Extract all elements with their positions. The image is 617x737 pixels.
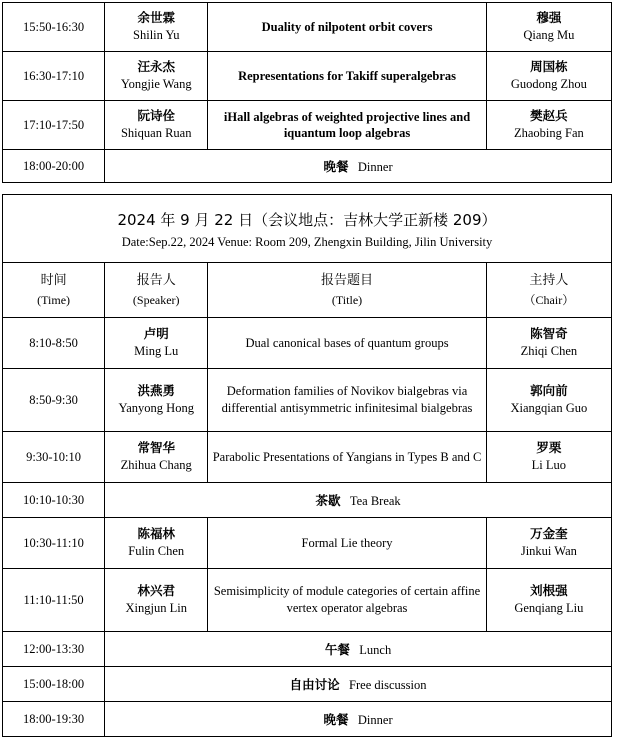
- session-time-text: 15:00-18:00: [23, 676, 85, 691]
- break-label-en: Free discussion: [349, 678, 427, 692]
- session-time: [3, 632, 105, 667]
- talk-title: Semisimplicity of module categories of certain affine vertex operator algebras: [213, 584, 481, 615]
- chair-name-en: Jinkui Wan: [520, 544, 577, 558]
- session-time: [3, 369, 105, 432]
- column-header-chair-cn: 主持人: [529, 273, 569, 289]
- chair-name-cn: 刘根强: [530, 583, 568, 599]
- table-row: [3, 632, 612, 667]
- session-time-text: 11:10-11:50: [23, 592, 84, 607]
- chair-name-en: Genqiang Liu: [514, 601, 584, 615]
- session-time: [3, 518, 105, 569]
- break-cell: [105, 632, 612, 667]
- table-row: [3, 101, 612, 150]
- day2-header-row: [3, 263, 612, 318]
- table-row: [3, 52, 612, 101]
- chair-name-cn: 穆强: [536, 10, 562, 26]
- chair-name-cn: 周国栋: [530, 59, 568, 75]
- table-row: [3, 369, 612, 432]
- session-time: [3, 667, 105, 702]
- speaker-name-en: Yongjie Wang: [120, 77, 192, 91]
- session-time-text: 8:50-9:30: [29, 392, 78, 407]
- break-cell: [105, 483, 612, 518]
- break-label-en: Lunch: [359, 643, 392, 657]
- session-time-text: 10:10-10:30: [23, 492, 85, 507]
- table-row: [3, 318, 612, 369]
- talk-title: Parabolic Presentations of Yangians in Types B and C: [212, 449, 482, 464]
- session-speaker: [105, 569, 208, 632]
- talk-title: Dual canonical bases of quantum groups: [245, 335, 449, 350]
- talk-title: iHall algebras of weighted projective lines and iquantum loop algebras: [223, 109, 471, 140]
- speaker-name-cn: 汪永杰: [137, 59, 175, 75]
- session-speaker: [105, 52, 208, 101]
- session-chair: [486, 318, 611, 369]
- schedule-page: [0, 2, 617, 731]
- break-cell: [105, 702, 612, 737]
- session-time-text: 18:00-20:00: [23, 158, 85, 173]
- chair-name-cn: 樊赵兵: [530, 108, 568, 124]
- session-speaker: [105, 318, 208, 369]
- column-header-time: [3, 263, 105, 318]
- session-speaker: [105, 518, 208, 569]
- session-time-text: 12:00-13:30: [23, 641, 85, 656]
- session-chair: [486, 3, 611, 52]
- column-header-speaker: [105, 263, 208, 318]
- session-speaker: [105, 3, 208, 52]
- session-time-text: 17:10-17:50: [23, 117, 85, 132]
- column-header-chair: [486, 263, 611, 318]
- table-row: [3, 432, 612, 483]
- session-time: [3, 101, 105, 150]
- speaker-name-en: Shilin Yu: [133, 28, 180, 42]
- session-chair: [486, 369, 611, 432]
- session-time-text: 16:30-17:10: [23, 68, 85, 83]
- table-row: [3, 569, 612, 632]
- day2-banner-cell: [3, 195, 612, 263]
- session-time: [3, 569, 105, 632]
- day2-banner-row: [3, 195, 612, 263]
- talk-title: Duality of nilpotent orbit covers: [261, 19, 433, 34]
- meal-cell: [105, 150, 612, 183]
- day1-continued-table: [2, 2, 612, 183]
- speaker-name-en: Fulin Chen: [128, 544, 185, 558]
- table-row: [3, 667, 612, 702]
- talk-title: Deformation families of Novikov bialgebras via differential antisymmetric infinitesimal bialgebras: [221, 384, 473, 415]
- day2-date-venue-en: Date:Sep.22, 2024 Venue: Room 209, Zhengxin Building, Jilin University: [121, 235, 493, 249]
- table-row: [3, 150, 612, 183]
- chair-name-en: Zhiqi Chen: [520, 344, 578, 358]
- session-speaker: [105, 101, 208, 150]
- meal-label-cn: 晚餐: [323, 159, 349, 174]
- break-cell: [105, 667, 612, 702]
- speaker-name-en: Zhihua Chang: [120, 458, 192, 472]
- session-time-text: 15:50-16:30: [23, 19, 85, 34]
- column-header-time-cn: 时间: [40, 273, 67, 289]
- session-speaker: [105, 432, 208, 483]
- column-header-chair-en: （Chair）: [523, 292, 575, 307]
- speaker-name-cn: 阮诗佺: [137, 108, 175, 124]
- session-time-text: 9:30-10:10: [26, 449, 81, 464]
- speaker-name-cn: 洪燕勇: [137, 383, 175, 399]
- column-header-speaker-en: (Speaker): [132, 292, 180, 307]
- talk-title: Formal Lie theory: [301, 535, 393, 550]
- session-time: [3, 483, 105, 518]
- break-label-cn: 午餐: [324, 642, 350, 657]
- break-label-cn: 茶歇: [315, 493, 341, 508]
- speaker-name-en: Ming Lu: [134, 344, 179, 358]
- speaker-name-cn: 余世霖: [137, 10, 175, 26]
- day2-date-venue-cn: 2024 年 9 月 22 日（会议地点：吉林大学正新楼 209）: [117, 211, 497, 229]
- session-title: [208, 101, 486, 150]
- meal-label-en: Dinner: [357, 160, 393, 174]
- table-row: [3, 483, 612, 518]
- session-chair: [486, 432, 611, 483]
- chair-name-cn: 罗栗: [536, 440, 562, 456]
- column-header-title: [208, 263, 486, 318]
- session-time: [3, 3, 105, 52]
- session-time-text: 18:00-19:30: [23, 711, 85, 726]
- speaker-name-en: Shiquan Ruan: [120, 126, 192, 140]
- chair-name-cn: 万金奎: [530, 526, 568, 542]
- chair-name-en: Xiangqian Guo: [510, 401, 588, 415]
- break-label-en: Dinner: [357, 713, 393, 727]
- break-label-cn: 晚餐: [323, 712, 349, 727]
- table-row: [3, 3, 612, 52]
- session-time: [3, 432, 105, 483]
- session-title: [208, 518, 486, 569]
- speaker-name-en: Yanyong Hong: [118, 401, 194, 415]
- session-speaker: [105, 369, 208, 432]
- session-title: [208, 3, 486, 52]
- session-time: [3, 318, 105, 369]
- speaker-name-cn: 陈福林: [137, 526, 175, 542]
- chair-name-en: Li Luo: [531, 458, 567, 472]
- break-label-en: Tea Break: [349, 494, 401, 508]
- chair-name-cn: 陈智奇: [530, 326, 568, 342]
- session-time-text: 8:10-8:50: [29, 335, 78, 350]
- chair-name-en: Qiang Mu: [523, 28, 575, 42]
- speaker-name-cn: 常智华: [137, 440, 175, 456]
- session-chair: [486, 101, 611, 150]
- session-time: [3, 52, 105, 101]
- session-title: [208, 369, 486, 432]
- column-header-time-en: (Time): [37, 292, 71, 307]
- session-time: [3, 702, 105, 737]
- talk-title: Representations for Takiff superalgebras: [238, 68, 457, 83]
- day2-table: [2, 194, 612, 737]
- session-time: [3, 150, 105, 183]
- session-title: [208, 318, 486, 369]
- table-row: [3, 702, 612, 737]
- column-header-title-cn: 报告题目: [321, 273, 374, 289]
- column-header-speaker-cn: 报告人: [136, 273, 176, 289]
- session-title: [208, 52, 486, 101]
- speaker-name-cn: 林兴君: [137, 583, 175, 599]
- speaker-name-cn: 卢明: [143, 326, 169, 342]
- break-label-cn: 自由讨论: [289, 677, 340, 692]
- session-chair: [486, 518, 611, 569]
- column-header-title-en: (Title): [331, 292, 363, 307]
- session-title: [208, 432, 486, 483]
- session-time-text: 10:30-11:10: [23, 535, 84, 550]
- session-chair: [486, 52, 611, 101]
- chair-name-en: Zhaobing Fan: [513, 126, 584, 140]
- speaker-name-en: Xingjun Lin: [125, 601, 187, 615]
- table-row: [3, 518, 612, 569]
- chair-name-cn: 郭向前: [530, 383, 568, 399]
- chair-name-en: Guodong Zhou: [510, 77, 587, 91]
- session-chair: [486, 569, 611, 632]
- session-title: [208, 569, 486, 632]
